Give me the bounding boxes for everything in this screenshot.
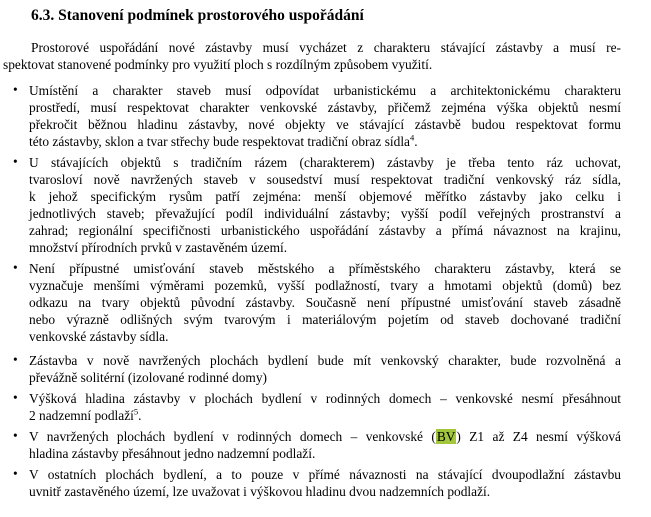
bullet-marker: • — [13, 390, 18, 405]
bullet-line: uvnitř zastavěného území, lze uvažovat i výškovou hladinu dvou nadzemních podlaží. — [29, 484, 491, 499]
line-text: ) Z1 až Z4 nesmí výšková — [456, 429, 622, 444]
line-text: . — [414, 134, 418, 149]
footnote-ref-4: 4 — [410, 132, 415, 143]
bullet-line: Zástavba v nově navržených plochách bydlení bude mít venkovský charakter, bude rozvolněná a — [29, 353, 621, 368]
intro-line: Prostorové uspořádání nové zástavby musí vycházet z charakteru stávající zástavby a musí re- — [31, 40, 621, 55]
bullet-line: venkovské zástavby sídla. — [29, 329, 169, 344]
bullet-line: nebo výrazně odlišných svým tvarovým i materiálovým pojetím od staveb dochované tradiční — [29, 312, 621, 327]
bullet-marker: • — [13, 466, 18, 481]
bullet-line: jednotlivých staveb; převažující podíl individuální zástavby; vyšší podíl veřejných prostranství a — [29, 206, 621, 221]
line-text: 2 nadzemní podlaží — [29, 408, 134, 423]
bullet-line: zahrad; regionální specifičnosti urbanistického uspořádání zástavby a přímá návaznost na krajinu, — [29, 223, 621, 238]
bullet-line: Není přípustné umisťování staveb městského a příměstského charakteru zástavby, která se — [29, 261, 621, 276]
intro-paragraph — [3, 39, 621, 73]
bullet-line: U stávajících objektů s tradičním rázem (charakterem) zástavby je třeba tento ráz uchovat, — [29, 155, 621, 170]
bullet-line: prostředí, musí respektovat charakter venkovské zástavby, přičemž zejména výška objektů nesmí — [29, 100, 621, 115]
bullet-list-secondary — [3, 352, 621, 500]
bullet-item-height-limit-two-storeys — [3, 390, 621, 424]
bullet-line: Umístění a charakter staveb musí odpovídat urbanistickému a architektonickému charakteru — [29, 83, 621, 98]
intro-line: spektovat stanovené podmínky pro využití ploch s rozdílným způsobem využití. — [3, 57, 433, 72]
line-text: . — [138, 408, 142, 423]
bullet-list-primary — [3, 82, 621, 345]
bullet-line: Výšková hladina zástavby v plochách bydlení v rodinných domech – venkovské nesmí přesáhnout — [29, 391, 621, 406]
footnote-ref-5: 5 — [133, 406, 139, 417]
bullet-item-urban-character-prohibition — [3, 260, 621, 345]
bullet-marker: • — [13, 428, 18, 443]
bullet-marker: • — [13, 82, 18, 97]
bullet-line: V ostatních plochách bydlení, a to pouze v přímé návaznosti na stávající dvoupodlažní zástavbu — [29, 467, 621, 482]
bullet-line: vyznačuje menšími výměrami pozemků, vyšší podlažností, tvary a hmotami objektů (domů) bez — [29, 278, 621, 293]
bullet-line: hladina zástavby přesáhnout jedno nadzemní podlaží. — [29, 446, 316, 461]
bullet-line: množství přírodních prvků v zastavěném území. — [29, 240, 288, 255]
bullet-marker: • — [13, 154, 18, 169]
bullet-line: odkazu na tvary objektů původní zástavby. Současně není přípustné umisťování staveb zásadně — [29, 295, 621, 310]
bullet-item-bv-zones-height-limit — [3, 428, 621, 462]
search-highlight: BV — [436, 429, 456, 444]
bullet-line: převážně solitérní (izolované rodinné domy) — [29, 370, 267, 385]
bullet-item-other-housing-areas — [3, 466, 621, 500]
bullet-line — [29, 133, 621, 150]
bullet-line: tvarosloví nově navržených staveb v sousedství musí respektovat tradiční venkovský ráz sídla, — [29, 172, 621, 187]
bullet-item-traditional-character — [3, 154, 621, 256]
bullet-line: k jehož specifickým rysům patří zejména: menší objemové měřítko zástavby jako celku i — [29, 189, 621, 204]
line-text: této zástavby, sklon a tvar střechy bude respektovat tradiční obraz sídla — [29, 134, 411, 149]
line-text: V navržených plochách bydlení v rodinných domech – venkovské ( — [29, 429, 436, 444]
bullet-item-new-housing-areas — [3, 352, 621, 386]
bullet-line — [29, 428, 621, 445]
bullet-item-placement — [3, 82, 621, 150]
bullet-marker: • — [13, 352, 18, 367]
bullet-line: překročit běžnou hladinu zástavby, nové objekty ve stávající zástavbě budou respektovat formu — [29, 117, 621, 132]
bullet-line — [29, 407, 621, 424]
bullet-marker: • — [13, 260, 18, 275]
section-heading: 6.3. Stanovení podmínek prostorového uspořádání — [31, 7, 364, 24]
